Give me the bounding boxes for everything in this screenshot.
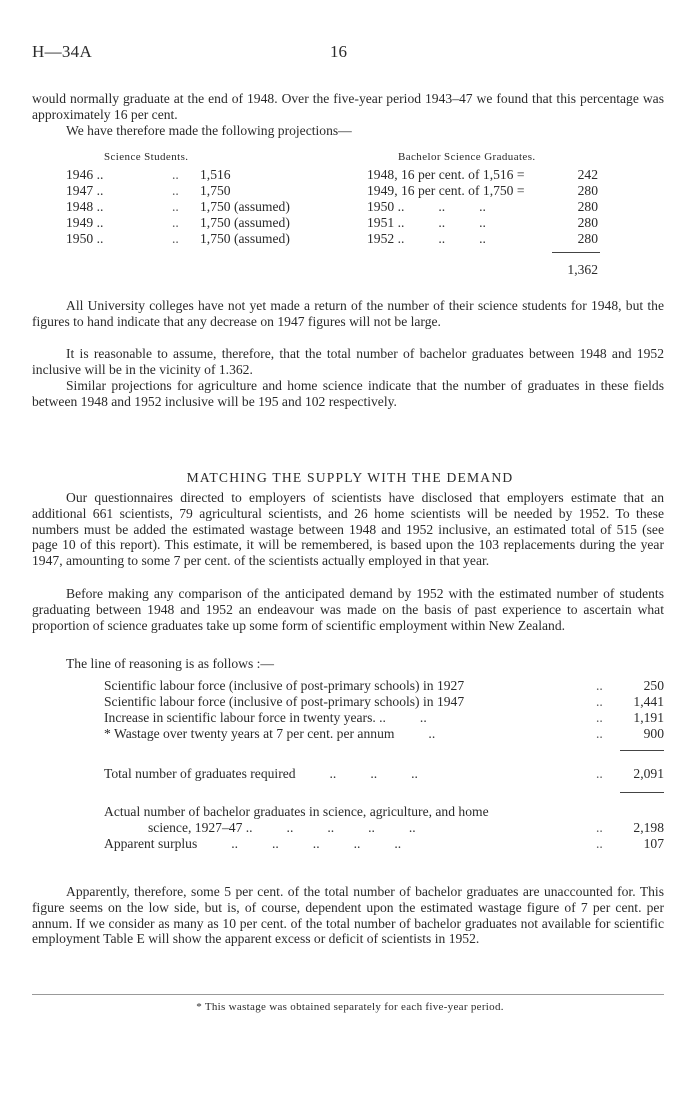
intro-paragraph: would normally graduate at the end of 1948. Over the five-year period 1943–47 we found that this percentage was approximately 16 per cent.	[32, 91, 664, 122]
total-divider	[620, 792, 664, 793]
paragraph: Before making any comparison of the anticipated demand by 1952 with the estimated number of students graduating between 1948 and 1952 an endeavour was made on the basis of past experience to ascertain what proportion of science graduates take up some form of scientific employment within New Zealand.	[32, 586, 664, 633]
footnote-divider	[32, 994, 664, 995]
bachelor-graduates-header: Bachelor Science Graduates.	[398, 151, 536, 163]
reasoning-intro: The line of reasoning is as follows :—	[66, 656, 275, 671]
page-number: 16	[330, 42, 347, 61]
paragraph: It is reasonable to assume, therefore, that the total number of bachelor graduates between 1948 and 1952 inclusive will be in the vicinity of 1.362.	[32, 346, 664, 377]
section-heading: MATCHING THE SUPPLY WITH THE DEMAND	[186, 470, 514, 485]
document-page: H—34A 16 would normally graduate at the end of 1948. Over the five-year period 1943–47 we found that this percentage was approximately 16 per cent. We have therefore made the following projections— Science Students. Bachelor Science Graduates. 1946 .. .. 1,516 1947 .. .. 1,750 1948 .. .. 1,750 (assumed) 1949 .. .. 1,750 (assumed) 1950 .. .. 1,750 (assumed) 1948, 16 per cent. of 1,516 = 242 1949, 16 per cent. of 1,750 = 280 1950 .. .. .. 280 1951 .. .. .. 280 1952 .. .. .. 280 1,362 All University colleges have not yet made a return of the number of their science students for 1948, but the figures to hand indicate that any decrease on 1947 figures will not be large. It is reasonable to assume, therefore, that the total number of bachelor graduates between 1948 and 1952 inclusive will be in the vicinity of 1.362. Similar projections for agriculture and home science indicate that the number of graduates in these fields between 1948 and 1952 inclusive will be 195 and 102 respectively. MATCHING THE SUPPLY WITH THE DEMAND Our questionnaires directed to employers of scientists have disclosed that employers estimate that an additional 661 scientists, 79 agricultural scientists, and 26 home scientists will be needed by 1952. To these numbers must be added the estimated wastage between 1948 and 1952 inclusive, an estimated total of 515 (see page 10 of this report). This estimate, it will be remembered, is based upon the 103 replacements during the year 1947, amounting to some 7 per cent. of the scientists actually employed in that year. Before making any comparison of the anticipated demand by 1952 with the estimated number of students graduating between 1948 and 1952 an endeavour was made on the basis of past experience to ascertain what proportion of science graduates take up some form of scientific employment within New Zealand. The line of reasoning is as follows :— Scientific labour force (inclusive of post-primary schools) in 1927 .. 250 Scientific labour force (inclusive of post-primary schools) in 1947 .. 1,441 Increase in scientific labour force in twenty years. .. .. .. 1,191 * Wastage over twenty years at 7 per cent. per annum .. .. 900 Total number of graduates required .. .. .. .. 2,091 Actual number of bachelor graduates in science, agriculture, and home science, 1927–47 .. .. .. .. .. .. 2,198 Apparent surplus .. .. .. .. .. .. 107 Apparently, therefore, some 5 per cent. of the total number of bachelor graduates are unaccounted for. This figure seems on the low side, but is, of course, dependent upon the estimated wastage figure of 7 per cent. per annum. If we consider as many as 10 per cent. of the total number of bachelor graduates not available for scientific employment Table E will show the apparent excess or deficit of scientists in 1952. * This wastage was obtained separately for each five-year period.	[0, 0, 700, 1103]
footnote: * This wastage was obtained separately for each five-year period.	[196, 1001, 504, 1013]
paragraph: Similar projections for agriculture and home science indicate that the number of graduates in these fields between 1948 and 1952 inclusive will be 195 and 102 respectively.	[32, 378, 664, 409]
projection-total: 1,362	[567, 262, 598, 277]
paragraph: Our questionnaires directed to employers of scientists have disclosed that employers estimate that an additional 661 scientists, 79 agricultural scientists, and 26 home scientists will be needed by 1952. To these numbers must be added the estimated wastage between 1948 and 1952 inclusive, an estimated total of 515 (see page 10 of this report). This estimate, it will be remembered, is based upon the 103 replacements during the year 1947, amounting to some 7 per cent. of the scientists actually employed in that year.	[32, 490, 664, 569]
paragraph: All University colleges have not yet made a return of the number of their science students for 1948, but the figures to hand indicate that any decrease on 1947 figures will not be large.	[32, 298, 664, 329]
science-students-header: Science Students.	[104, 151, 189, 163]
projections-intro: We have therefore made the following projections—	[66, 123, 352, 138]
subtotal-divider	[620, 750, 664, 751]
paragraph: Apparently, therefore, some 5 per cent. of the total number of bachelor graduates are unaccounted for. This figure seems on the low side, but is, of course, dependent upon the estimated wastage figure of 7 per cent. per annum. If we consider as many as 10 per cent. of the total number of bachelor graduates not available for scientific employment Table E will show the apparent excess or deficit of scientists in 1952.	[32, 884, 664, 947]
report-reference: H—34A	[32, 42, 93, 61]
total-divider	[552, 252, 600, 253]
